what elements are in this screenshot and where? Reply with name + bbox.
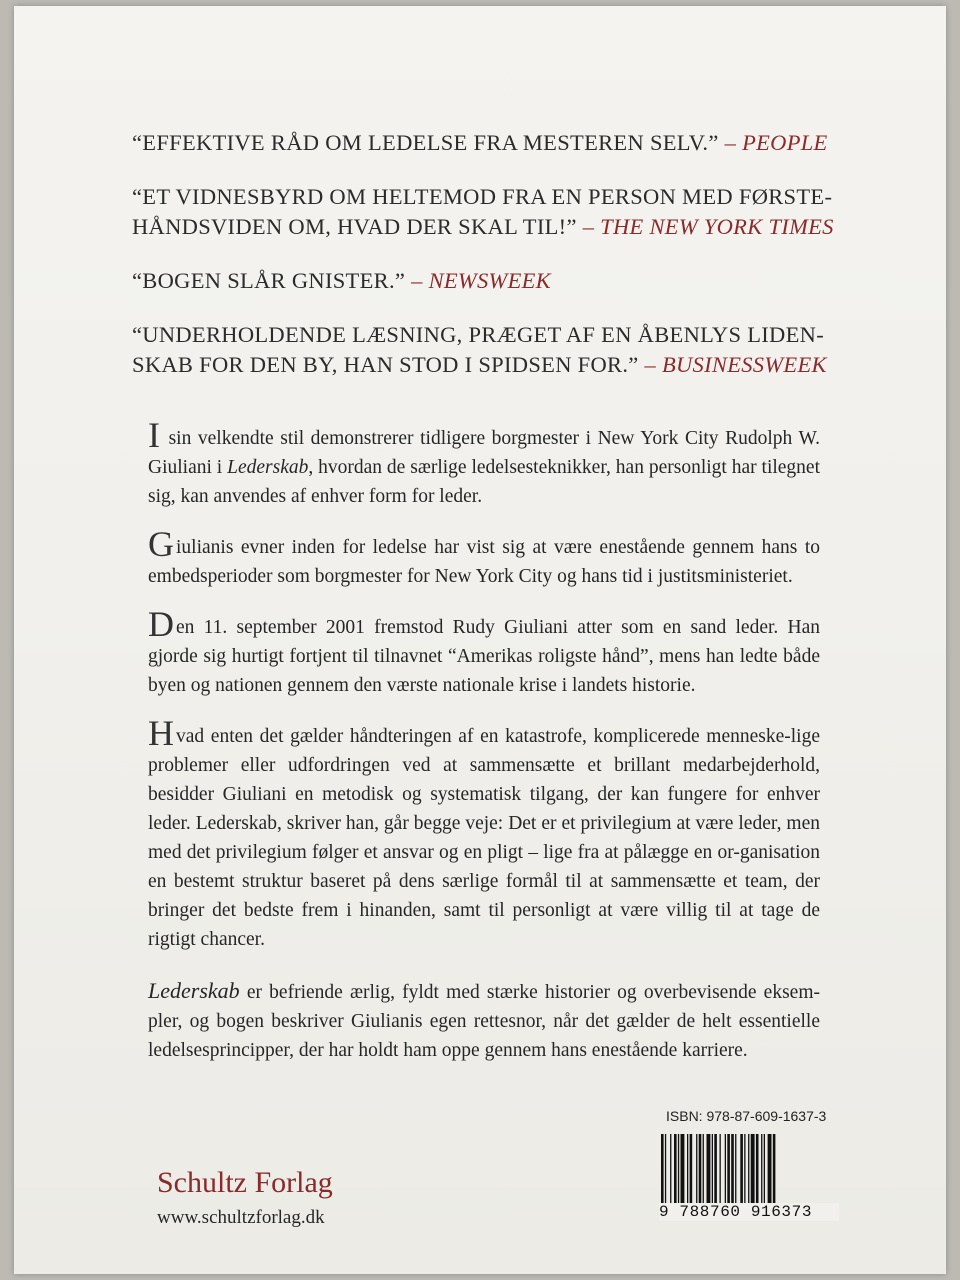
publisher-url: www.schultzforlag.dk <box>157 1207 325 1228</box>
barcode <box>659 1134 827 1210</box>
book-title: Lederskab <box>148 978 240 1003</box>
barcode-bar <box>764 1134 765 1210</box>
drop-cap: G <box>148 524 174 564</box>
barcode-bar <box>756 1134 759 1210</box>
blurb-paragraph: I sin velkendte stil demonstrerer tidligere borgmester i New York City Rudolph W. Giuliani i Lederskab, hvordan de særlige ledelsesteknikker, han personligt har tilegnet sig, kan anvendes af enhver form for leder. <box>148 415 821 507</box>
barcode-bar <box>687 1134 688 1210</box>
blurb-paragraph: Lederskab er befriende ærlig, fyldt med stærke historier og overbevisende eksem-pler, og bogen beskriver Giulianis egen rettesnor, når det gælder de helt essentielle ledelsesprincipper, der har holdt ham oppe gennem hans enestående karriere. <box>148 978 820 1061</box>
blurb-paragraph: Giulianis evner inden for ledelse har vist sig at være enestående gennem hans to embedsperioder som borgmester for New York City og hans tid i justitsministeriet. <box>148 524 820 587</box>
review-quotes <box>132 128 852 404</box>
blurb-paragraph: Den 11. september 2001 fremstod Rudy Giuliani atter som en sand leder. Han gjorde sig hurtigt fortjent til tilnavnet “Amerikas roligste hånd”, mens han ledte både byen og nationen gennem den værste nationale krise i landets historie. <box>148 604 820 696</box>
review-quote: “EFFEKTIVE RÅD OM LEDELSE FRA MESTEREN SELV.” – PEOPLE <box>132 130 828 155</box>
barcode-bar <box>696 1134 697 1210</box>
barcode-bar <box>665 1134 666 1210</box>
barcode-bar <box>731 1134 734 1210</box>
drop-cap: H <box>148 713 174 753</box>
barcode-bar <box>707 1134 711 1210</box>
barcode-bar <box>661 1134 664 1210</box>
barcode-bar <box>768 1134 772 1210</box>
barcode-bar <box>699 1134 702 1210</box>
review-quote: “UNDERHOLDENDE LÆSNING, PRÆGET AF EN ÅBENLYS LIDEN-SKAB FOR DEN BY, HAN STOD I SPIDSEN FOR.” – BUSINESSWEEK <box>132 322 827 377</box>
barcode-bar <box>720 1134 721 1210</box>
barcode-bar <box>674 1134 677 1210</box>
review-quote: “BOGEN SLÅR GNISTER.” – NEWSWEEK <box>132 268 551 293</box>
barcode-bar <box>740 1134 743 1210</box>
publisher-name: Schultz Forlag <box>157 1166 333 1199</box>
barcode-bar <box>714 1134 717 1210</box>
barcode-bar <box>748 1134 749 1210</box>
barcode-bar <box>703 1134 704 1210</box>
blurb <box>148 415 821 1087</box>
quote-source: THE NEW YORK TIMES <box>600 214 834 239</box>
quote-source: BUSINESSWEEK <box>661 352 827 377</box>
barcode-bar <box>690 1134 693 1210</box>
book-title: Lederskab <box>227 457 309 478</box>
barcode-bar <box>670 1134 671 1210</box>
barcode-bar <box>678 1134 679 1210</box>
barcode-bar <box>735 1134 736 1210</box>
blurb-paragraph: Hvad enten det gælder håndteringen af en katastrofe, komplicerede menneske-lige problemer eller udfordringen ved at sammensætte et brillant medarbejderhold, besidder Giuliani en metodisk og systematisk tilgang, der kan fungere for enhver leder. Lederskab, skriver han, går begge veje: Det er et privilegium at være leder, men med det privilegium følger et ansvar og en pligt – lige fra at pålægge en or-ganisation en bestemt struktur baseret på dens særlige formål til at sammensætte et team, der bringer det bedste frem i hinanden, samt til personligt at være villig til at tage de rigtigt chancer. <box>148 713 820 950</box>
barcode-bar <box>761 1134 762 1210</box>
barcode-bar <box>725 1134 726 1210</box>
barcode-bar <box>773 1134 776 1210</box>
drop-cap: D <box>148 604 174 644</box>
isbn-label: ISBN: 978-87-609-1637-3 <box>666 1108 827 1124</box>
quote-source: NEWSWEEK <box>428 268 551 293</box>
barcode-bar <box>751 1134 755 1210</box>
barcode-bar <box>681 1134 685 1210</box>
book-back-cover <box>14 6 946 1274</box>
review-quote: “ET VIDNESBYRD OM HELTEMOD FRA EN PERSON MED FØRSTE-HÅNDSVIDEN OM, HVAD DER SKAL TIL!” – THE NEW YORK TIMES <box>132 184 834 239</box>
barcode-digits: 9 788760 916373 <box>659 1203 839 1221</box>
barcode-bar <box>712 1134 713 1210</box>
drop-cap: I <box>148 415 160 455</box>
barcode-bar <box>744 1134 745 1210</box>
quote-source: PEOPLE <box>742 130 828 155</box>
barcode-bar <box>727 1134 730 1210</box>
